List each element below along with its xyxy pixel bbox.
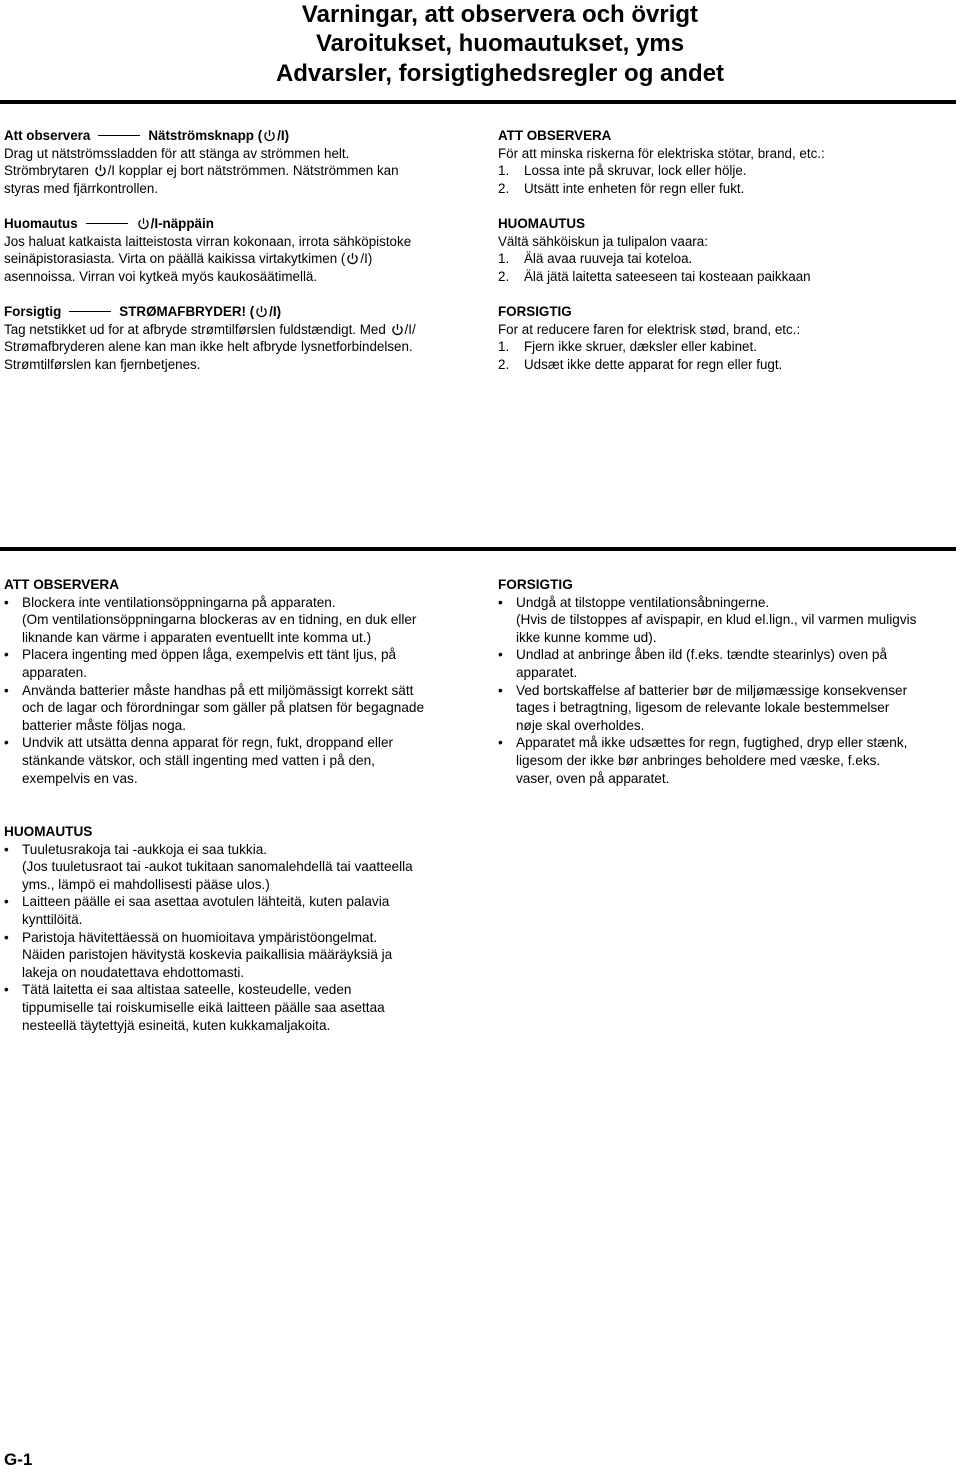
body-text: Tag netstikket ud for at afbryde strømtilførslen fuldstændigt. Med bbox=[4, 321, 390, 337]
bullet-glyph: • bbox=[4, 594, 9, 610]
section-heading: FORSIGTIG bbox=[498, 303, 572, 319]
item-text: (Jos tuuletusraot tai -aukot tukitaan sanomalehdellä tai vaatteella bbox=[22, 859, 413, 875]
heading-text: /I) bbox=[269, 303, 282, 319]
dash-rule bbox=[98, 135, 140, 136]
item-text: Undvik att utsätta denna apparat för regn, fukt, droppand eller bbox=[22, 735, 394, 751]
list-item bbox=[4, 981, 474, 1034]
list-item bbox=[4, 646, 474, 681]
item-text: Ved bortskaffelse af batterier bør de miljømæssige konsekvenser bbox=[516, 682, 908, 698]
item-text: Näiden paristojen hävitystä koskevia paikallisia määräyksiä ja bbox=[22, 947, 393, 963]
section-fi-caution bbox=[498, 215, 958, 285]
title-block bbox=[0, 0, 960, 87]
power-standby-icon bbox=[391, 323, 404, 336]
item-text: Laitteen päälle ei saa asettaa avotulen lähteitä, kuten palavia bbox=[22, 894, 390, 910]
section-heading: ATT OBSERVERA bbox=[498, 128, 612, 143]
heading-text: /I-näppäin bbox=[150, 215, 214, 231]
heading-text: Huomautus bbox=[4, 215, 78, 231]
item-text: Använda batterier måste handhas på ett miljömässigt korrekt sätt bbox=[22, 682, 414, 698]
item-text: yms., lämpö ei mahdollisesti pääse ulos.) bbox=[22, 876, 270, 892]
bullet-list bbox=[498, 594, 958, 788]
section-heading bbox=[4, 127, 474, 145]
item-text: (Hvis de tilstoppes af avispapir, en klud el.lign., vil varmen muligvis bbox=[516, 612, 917, 628]
page-title-sv: Varningar, att observera och övrigt bbox=[301, 1, 699, 28]
power-standby-icon bbox=[137, 217, 150, 230]
item-text: apparaten. bbox=[22, 664, 88, 680]
item-number: 2. bbox=[498, 268, 510, 284]
power-standby-icon bbox=[346, 252, 359, 265]
list-item bbox=[498, 268, 958, 286]
body-text: seinäpistorasiasta. Virta on päällä kaikissa virtakytkimen ( bbox=[4, 251, 346, 267]
item-text: Tätä laitetta ei saa altistaa sateelle, kosteudelle, veden bbox=[22, 982, 352, 998]
item-text: Undgå at tilstoppe ventilationsåbningerne. bbox=[516, 594, 770, 610]
list-item bbox=[498, 646, 958, 681]
section-da-power bbox=[4, 303, 474, 373]
body-line: Jos haluat katkaista laitteistosta virran kokonaan, irrota sähköpistoke bbox=[4, 233, 412, 249]
item-text: liknande kan värme i apparaten eventuellt inte komma ut.) bbox=[22, 629, 372, 645]
item-text: apparatet. bbox=[516, 664, 578, 680]
power-standby-icon bbox=[263, 129, 276, 142]
list-item bbox=[4, 734, 474, 787]
heading-text: /I) bbox=[277, 128, 290, 143]
section-heading: FORSIGTIG bbox=[498, 577, 573, 592]
power-standby-icon bbox=[255, 305, 268, 318]
list-item bbox=[498, 180, 958, 198]
page-number: G-1 bbox=[4, 1450, 33, 1469]
middle-rule bbox=[0, 547, 956, 551]
body-text: /I) bbox=[360, 251, 373, 267]
bullet-glyph: • bbox=[4, 647, 9, 663]
item-text: Undlad at anbringe åben ild (f.eks. tændte stearinlys) oven på bbox=[516, 647, 888, 663]
item-number: 1. bbox=[498, 339, 510, 355]
power-standby-icon bbox=[94, 164, 107, 177]
list-item bbox=[4, 841, 474, 894]
list-item bbox=[498, 682, 958, 735]
body-text: /I/ bbox=[404, 321, 416, 337]
lower-da-column bbox=[498, 576, 958, 787]
section-da-caution bbox=[498, 303, 958, 373]
item-text: Utsätt inte enheten för regn eller fukt. bbox=[524, 180, 745, 196]
item-text: Placera ingenting med öppen låga, exempelvis ett tänt ljus, på bbox=[22, 647, 397, 663]
body-line bbox=[4, 162, 474, 180]
bullet-list bbox=[4, 841, 474, 1035]
section-fi-power bbox=[4, 215, 474, 285]
item-text: Paristoja hävitettäessä on huomioitava ympäristöongelmat. bbox=[22, 929, 378, 945]
item-number: 2. bbox=[498, 356, 510, 372]
item-text: stänkande vätskor, och ställ ingenting med vatten i på den, bbox=[22, 752, 375, 768]
item-text: Älä avaa ruuveja tai koteloa. bbox=[524, 251, 693, 267]
list-item bbox=[498, 250, 958, 268]
page-title-fi: Varoitukset, huomautukset, yms bbox=[315, 30, 685, 57]
section-sv-power bbox=[4, 127, 474, 197]
item-text: Tuuletusrakoja tai -aukkoja ei saa tukkia. bbox=[22, 841, 268, 857]
body-line: Strømtilførslen kan fjernbetjenes. bbox=[4, 356, 201, 372]
lower-fi-column bbox=[4, 823, 474, 1034]
upper-right-column bbox=[498, 127, 958, 391]
body-line: Vältä sähköiskun ja tulipalon vaara: bbox=[498, 233, 708, 249]
list-item bbox=[498, 162, 958, 180]
bullet-glyph: • bbox=[4, 841, 9, 857]
list-item bbox=[4, 682, 474, 735]
item-text: ligesom der ikke bør anbringes beholdere med væske, f.eks. bbox=[516, 752, 881, 768]
heading-text: Nätströmsknapp ( bbox=[148, 128, 263, 143]
item-number: 1. bbox=[498, 163, 510, 179]
body-line bbox=[4, 321, 474, 339]
upper-left-column bbox=[4, 127, 474, 391]
item-text: Fjern ikke skruer, dæksler eller kabinet. bbox=[524, 339, 757, 355]
item-text: och de lagar och förordningar som gäller på platsen för begagnade bbox=[22, 700, 425, 716]
bullet-list bbox=[4, 594, 474, 788]
item-text: Lossa inte på skruvar, lock eller hölje. bbox=[524, 163, 747, 179]
bullet-glyph: • bbox=[4, 735, 9, 751]
body-text: Strömbrytaren bbox=[4, 163, 93, 179]
bullet-glyph: • bbox=[4, 929, 9, 945]
numbered-list bbox=[498, 338, 958, 373]
list-item bbox=[4, 594, 474, 647]
bullet-glyph: • bbox=[498, 594, 503, 610]
list-item bbox=[4, 893, 474, 928]
item-text: Älä jätä laitetta sateeseen tai kosteaan paikkaan bbox=[524, 268, 811, 284]
dash-rule bbox=[86, 223, 128, 224]
heading-text: STRØMAFBRYDER! ( bbox=[119, 303, 255, 319]
body-line: styras med fjärrkontrollen. bbox=[4, 180, 159, 196]
page-title-da: Advarsler, forsigtighedsregler og andet bbox=[275, 60, 725, 87]
section-heading: HUOMAUTUS bbox=[4, 824, 93, 839]
body-line: For at reducere faren for elektrisk stød, brand, etc.: bbox=[498, 321, 801, 337]
bullet-glyph: • bbox=[498, 682, 503, 698]
item-number: 2. bbox=[498, 180, 510, 196]
heading-text: Forsigtig bbox=[4, 303, 62, 319]
item-text: Blockera inte ventilationsöppningarna på apparaten. bbox=[22, 594, 336, 610]
heading-text: Att observera bbox=[4, 128, 91, 143]
item-text: nesteellä täytettyjä esineitä, kuten kukkamaljakoita. bbox=[22, 1017, 331, 1033]
list-item bbox=[4, 929, 474, 982]
item-text: tages i betragtning, ligesom de relevante lokale bestemmelser bbox=[516, 700, 890, 716]
item-text: kynttilöitä. bbox=[22, 911, 83, 927]
item-number: 1. bbox=[498, 251, 510, 267]
lower-sv-column bbox=[4, 576, 474, 787]
list-item bbox=[498, 594, 958, 647]
body-line: asennoissa. Virran voi kytkeä myös kaukosäätimellä. bbox=[4, 268, 318, 284]
item-text: nøje skal overholdes. bbox=[516, 717, 645, 733]
bullet-glyph: • bbox=[4, 894, 9, 910]
item-text: (Om ventilationsöppningarna blockeras av en tidning, en duk eller bbox=[22, 612, 417, 628]
item-text: ikke kunne komme ud). bbox=[516, 629, 657, 645]
item-text: Apparatet må ikke udsættes for regn, fugtighed, dryp eller stænk, bbox=[516, 735, 908, 751]
bullet-glyph: • bbox=[498, 735, 503, 751]
section-heading bbox=[4, 303, 474, 321]
body-line bbox=[4, 250, 474, 268]
body-line: Drag ut nätströmssladden för att stänga av strömmen helt. bbox=[4, 145, 350, 161]
section-heading: HUOMAUTUS bbox=[498, 215, 586, 231]
numbered-list bbox=[498, 162, 958, 197]
bullet-glyph: • bbox=[498, 647, 503, 663]
section-heading bbox=[4, 215, 474, 233]
body-text: /I kopplar ej bort nätströmmen. Nätströmmen kan bbox=[107, 163, 399, 179]
list-item bbox=[498, 356, 958, 374]
list-item bbox=[498, 338, 958, 356]
top-rule bbox=[0, 100, 956, 104]
numbered-list bbox=[498, 250, 958, 285]
dash-rule bbox=[69, 311, 111, 312]
item-text: exempelvis en vas. bbox=[22, 770, 138, 786]
item-text: tippumiselle tai roiskumiselle eikä laitteen päälle saa asettaa bbox=[22, 999, 385, 1015]
item-text: vaser, oven på apparatet. bbox=[516, 770, 670, 786]
item-text: Udsæt ikke dette apparat for regn eller fugt. bbox=[524, 356, 783, 372]
section-sv-caution bbox=[498, 127, 958, 197]
section-heading: ATT OBSERVERA bbox=[4, 577, 120, 592]
item-text: batterier måste följas noga. bbox=[22, 717, 186, 733]
list-item bbox=[498, 734, 958, 787]
bullet-glyph: • bbox=[4, 682, 9, 698]
item-text: lakeja on noudatettava ehdottomasti. bbox=[22, 964, 245, 980]
bullet-glyph: • bbox=[4, 982, 9, 998]
body-line: Strømafbryderen alene kan man ikke helt afbryde lysnetforbindelsen. bbox=[4, 339, 413, 355]
body-line: För att minska riskerna för elektriska stötar, brand, etc.: bbox=[498, 145, 825, 161]
